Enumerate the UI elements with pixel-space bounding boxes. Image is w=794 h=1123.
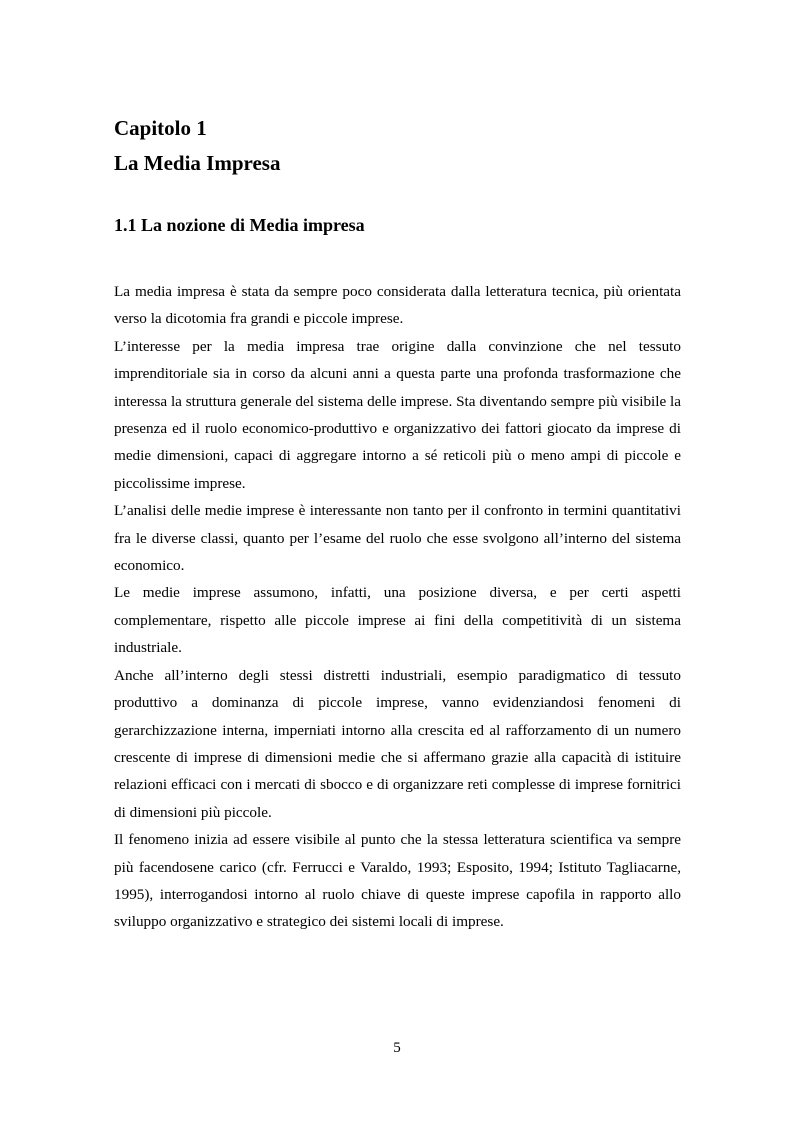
paragraph: Anche all’interno degli stessi distretti industriali, esempio paradigmatico di tessuto produttivo a dominanza di piccole imprese, vanno evidenziandosi fenomeni di gerarchizzazione interna, imperniati intorno alla crescita ed al rafforzamento di un numero crescente di imprese di dimensioni medie che si affermano grazie alla capacità di istituire relazioni efficaci con i mercati di sbocco e di organizzare reti complesse di imprese fornitrici di dimensioni più piccole. [114, 666, 681, 821]
paragraph: La media impresa è stata da sempre poco considerata dalla letteratura tecnica, più orientata verso la dicotomia fra grandi e piccole imprese. [114, 283, 681, 328]
chapter-title: La Media Impresa [114, 151, 281, 175]
paragraph: L’analisi delle medie imprese è interessante non tanto per il confronto in termini quantitativi fra le diverse classi, quanto per l’esame del ruolo che esse svolgono all’interno del sistema economico. [114, 502, 681, 575]
body-text [114, 278, 681, 936]
paragraph: L’interesse per la media impresa trae origine dalla convinzione che nel tessuto imprenditoriale sia in corso da alcuni anni a questa parte una profonda trasformazione che interessa la struttura generale del sistema delle imprese. Sta diventando sempre più visibile la presenza ed il ruolo economico-produttivo e organizzativo dei fattori giocato da imprese di medie dimensioni, capaci di aggregare intorno a sé reticoli più o meno ampi di piccole e piccolissime imprese. [114, 337, 681, 492]
section-title: 1.1 La nozione di Media impresa [114, 215, 365, 235]
paragraph: Il fenomeno inizia ad essere visibile al punto che la stessa letteratura scientifica va sempre più facendosene carico (cfr. Ferrucci e Varaldo, 1993; Esposito, 1994; Istituto Tagliacarne, 1995), interrogandosi intorno al ruolo chiave di queste imprese capofila in rapporto allo sviluppo organizzativo e strategico dei sistemi locali di imprese. [114, 831, 681, 931]
paragraph: Le medie imprese assumono, infatti, una posizione diversa, e per certi aspetti complementare, rispetto alle piccole imprese ai fini della competitività di un sistema industriale. [114, 584, 681, 657]
chapter-label: Capitolo 1 [114, 116, 207, 140]
page-number: 5 [393, 1040, 401, 1056]
